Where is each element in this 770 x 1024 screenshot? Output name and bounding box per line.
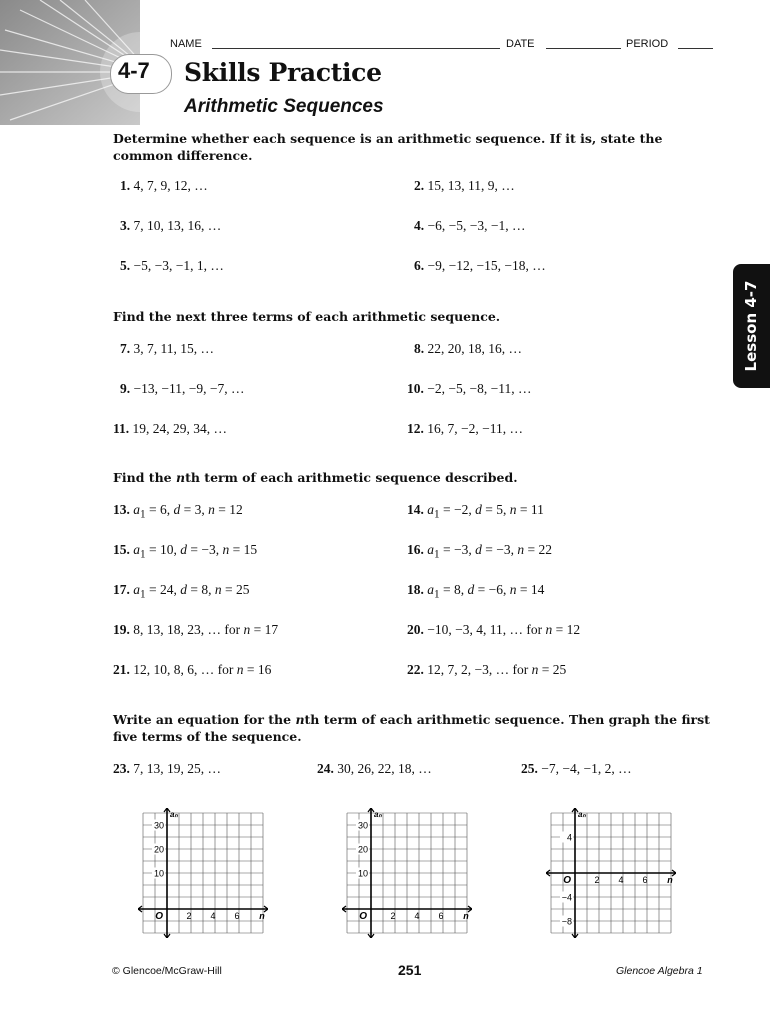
y-tick-label: 10 [153, 868, 164, 879]
x-axis-label: n [259, 911, 265, 921]
problem-16: 16. $a_1 = -3$, d = −3, n = 22 [407, 542, 552, 561]
x-tick-label: 6 [234, 911, 240, 921]
graph-grid-25[interactable] [546, 808, 676, 938]
problem-25: 25. −7, −4, −1, 2, … [521, 761, 632, 776]
footer-book-title: Glencoe Algebra 1 [616, 965, 703, 977]
y-tick-label: 20 [153, 844, 164, 855]
problem-10: 10. −2, −5, −8, −11, … [407, 381, 532, 396]
origin-label: O [155, 911, 163, 922]
problem-13: 13. $a_1 = 6$, d = 3, n = 12 [113, 502, 243, 521]
problem-9: 9. −13, −11, −9, −7, … [120, 381, 245, 396]
y-tick-label: 4 [566, 832, 572, 843]
section-4-instructions: Write an equation for the nth term of each arithmetic sequence. Then graph the first five terms of the sequence. [113, 712, 710, 744]
x-tick-label: 6 [642, 875, 648, 885]
problem-19: 19. 8, 13, 18, 23, … for n = 17 [113, 622, 279, 637]
problem-2: 2. 15, 13, 11, 9, … [414, 178, 515, 193]
section-3-instructions: Find the nth term of each arithmetic sequence described. [113, 470, 518, 485]
period-label: PERIOD [626, 38, 669, 50]
problem-4: 4. −6, −5, −3, −1, … [414, 218, 526, 233]
y-tick-label: 20 [357, 844, 368, 855]
problem-23: 23. 7, 13, 19, 25, … [113, 761, 221, 776]
x-axis-label: n [463, 911, 469, 921]
y-axis-label: aₙ [170, 810, 178, 819]
y-tick-label: −8 [561, 916, 572, 927]
problem-7: 7. 3, 7, 11, 15, … [120, 341, 214, 356]
problem-24: 24. 30, 26, 22, 18, … [317, 761, 432, 776]
problem-12: 12. 16, 7, −2, −11, … [407, 421, 523, 436]
x-tick-label: 4 [414, 911, 420, 921]
x-tick-label: 2 [594, 875, 600, 885]
page-subtitle: Arithmetic Sequences [184, 96, 384, 117]
y-tick-label: 30 [357, 820, 368, 831]
name-field[interactable] [212, 48, 500, 49]
x-axis-label: n [667, 875, 673, 885]
problem-8: 8. 22, 20, 18, 16, … [414, 341, 522, 356]
lesson-number: 4-7 [118, 58, 150, 83]
lesson-side-tab [733, 264, 770, 388]
x-tick-label: 6 [438, 911, 444, 921]
problem-21: 21. 12, 10, 8, 6, … for n = 16 [113, 662, 272, 677]
problem-14: 14. $a_1 = -2$, d = 5, n = 11 [407, 502, 544, 521]
origin-label: O [563, 875, 571, 886]
x-tick-label: 2 [390, 911, 396, 921]
x-tick-label: 4 [210, 911, 216, 921]
date-label: DATE [506, 38, 535, 50]
x-tick-label: 2 [186, 911, 192, 921]
lesson-tab-label: Lesson 4-7 [742, 280, 760, 372]
origin-label: O [359, 911, 367, 922]
section-1-instructions: Determine whether each sequence is an arithmetic sequence. If it is, state the common difference. [113, 131, 663, 163]
date-field[interactable] [546, 48, 621, 49]
page-number: 251 [398, 962, 422, 978]
problem-3: 3. 7, 10, 13, 16, … [120, 218, 222, 233]
footer-copyright: © Glencoe/McGraw-Hill [112, 965, 222, 977]
problem-17: 17. $a_1 = 24$, d = 8, n = 25 [113, 582, 250, 601]
y-axis-label: aₙ [578, 810, 586, 819]
y-tick-label: 10 [357, 868, 368, 879]
y-tick-label: −4 [561, 892, 572, 903]
page-title: Skills Practice [184, 58, 382, 87]
problem-20: 20. −10, −3, 4, 11, … for n = 12 [407, 622, 581, 637]
problem-22: 22. 12, 7, 2, −3, … for n = 25 [407, 662, 567, 677]
graph-grid-24[interactable] [342, 808, 472, 938]
header-fields [108, 38, 713, 52]
x-tick-label: 4 [618, 875, 624, 885]
name-label: NAME [170, 38, 202, 50]
section-2-instructions: Find the next three terms of each arithmetic sequence. [113, 309, 501, 324]
graph-grid-23[interactable] [138, 808, 268, 938]
problem-15: 15. $a_1 = 10$, d = −3, n = 15 [113, 542, 258, 561]
y-axis-label: aₙ [374, 810, 382, 819]
problem-11: 11. 19, 24, 29, 34, … [113, 421, 228, 436]
problem-1: 1. 4, 7, 9, 12, … [120, 178, 208, 193]
period-field[interactable] [678, 48, 713, 49]
problem-6: 6. −9, −12, −15, −18, … [414, 258, 546, 273]
y-tick-label: 30 [153, 820, 164, 831]
problem-18: 18. $a_1 = 8$, d = −6, n = 14 [407, 582, 545, 601]
problem-5: 5. −5, −3, −1, 1, … [120, 258, 224, 273]
